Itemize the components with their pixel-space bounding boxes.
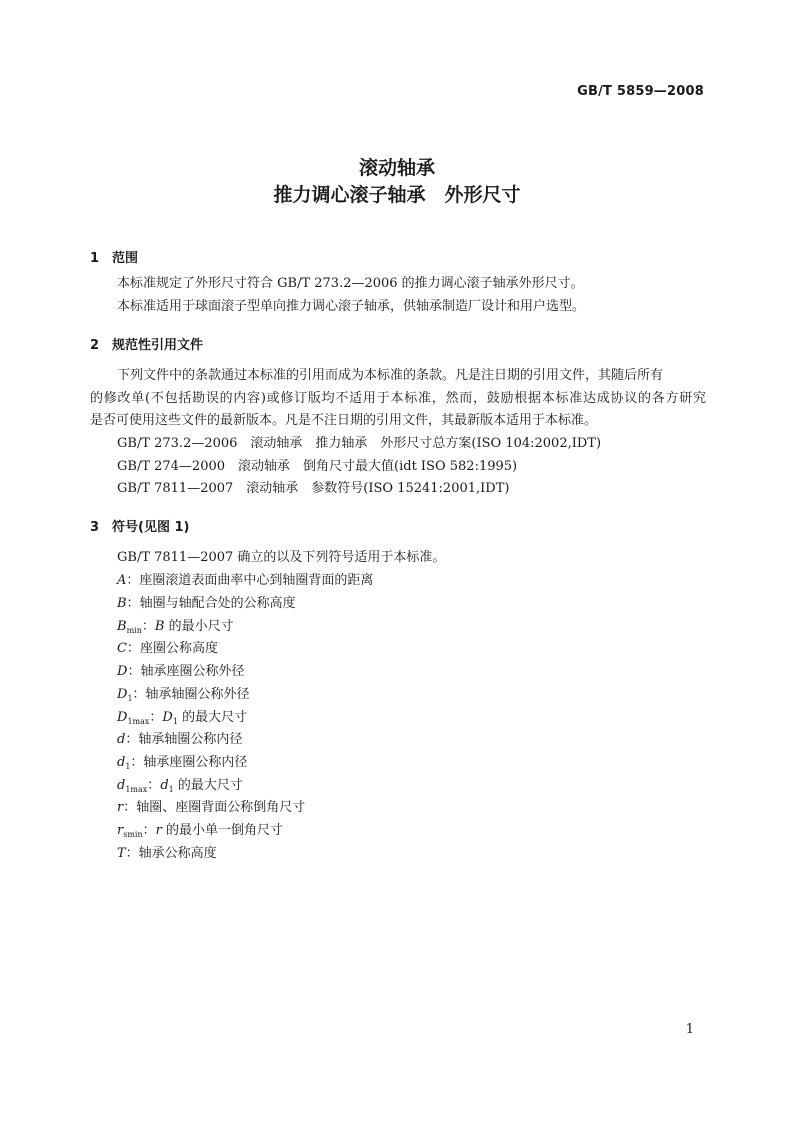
section-number: 1: [90, 251, 100, 266]
symbol-r: r：轴圈、座圈背面公称倒角尺寸: [117, 800, 306, 815]
symbol-rsmin: $r_{smin}$：r 的最小单一倒角尺寸: [117, 823, 283, 839]
symbol-C: C：座圈公称高度: [117, 641, 218, 656]
section-title: 规范性引用文件: [112, 338, 204, 353]
symbol-d: d：轴承轴圈公称内径: [117, 732, 243, 747]
scope-paragraph-2: 本标准适用于球面滚子型单向推力调心滚子轴承，供轴承制造厂设计和用户选型。: [117, 299, 586, 314]
reference-item: GB/T 273.2—2006 滚动轴承 推力轴承 外形尺寸总方案(ISO 104:2002,IDT): [117, 436, 602, 451]
section-3-heading: [90, 516, 189, 535]
section-2-heading: [90, 334, 203, 353]
symbol-D1: $D_1$：轴承轴圈公称外径: [117, 687, 250, 703]
symbol-T: T：轴承公称高度: [117, 846, 217, 861]
symbol-Bmin: $B_{min}$：B 的最小尺寸: [117, 619, 234, 635]
section-1-heading: [90, 247, 138, 266]
section-title: 符号(见图 1): [112, 520, 190, 535]
standard-number: GB/T 5859—2008: [577, 84, 704, 99]
references-intro-line-2: 的修改单(不包括勘误的内容)或修订版均不适用于本标准，然而，鼓励根据本标准达成协议的各方研究: [90, 391, 706, 406]
section-number: 3: [90, 520, 100, 535]
title-line-2: 推力调心滚子轴承 外形尺寸: [273, 184, 521, 206]
symbol-D1max: $D_{1max}$：$D_1$ 的最大尺寸: [117, 710, 248, 726]
title-line-1: 滚动轴承: [358, 157, 435, 179]
reference-item: GB/T 7811—2007 滚动轴承 参数符号(ISO 15241:2001,IDT): [117, 481, 510, 496]
section-title: 范围: [112, 251, 139, 266]
symbols-intro: GB/T 7811—2007 确立的以及下列符号适用于本标准。: [117, 550, 446, 565]
section-number: 2: [90, 338, 100, 353]
symbol-B: B：轴圈与轴配合处的公称高度: [117, 596, 296, 611]
references-intro-line-3: 是否可使用这些文件的最新版本。凡是不注日期的引用文件，其最新版本适用于本标准。: [90, 413, 598, 428]
symbol-D: D：轴承座圈公称外径: [117, 664, 245, 679]
reference-item: GB/T 274—2000 滚动轴承 倒角尺寸最大值(idt ISO 582:1995): [117, 459, 518, 474]
symbol-d1max: $d_{1max}$：$d_1$ 的最大尺寸: [117, 778, 243, 794]
symbol-d1: $d_1$：轴承座圈公称内径: [117, 755, 248, 771]
page-number: 1: [685, 1022, 694, 1037]
scope-paragraph-1: 本标准规定了外形尺寸符合 GB/T 273.2—2006 的推力调心滚子轴承外形尺寸。: [117, 276, 584, 291]
references-intro-line-1: 下列文件中的条款通过本标准的引用而成为本标准的条款。凡是注日期的引用文件，其随后所有: [117, 368, 664, 383]
symbol-A: A：座圈滚道表面曲率中心到轴圈背面的距离: [117, 573, 374, 588]
